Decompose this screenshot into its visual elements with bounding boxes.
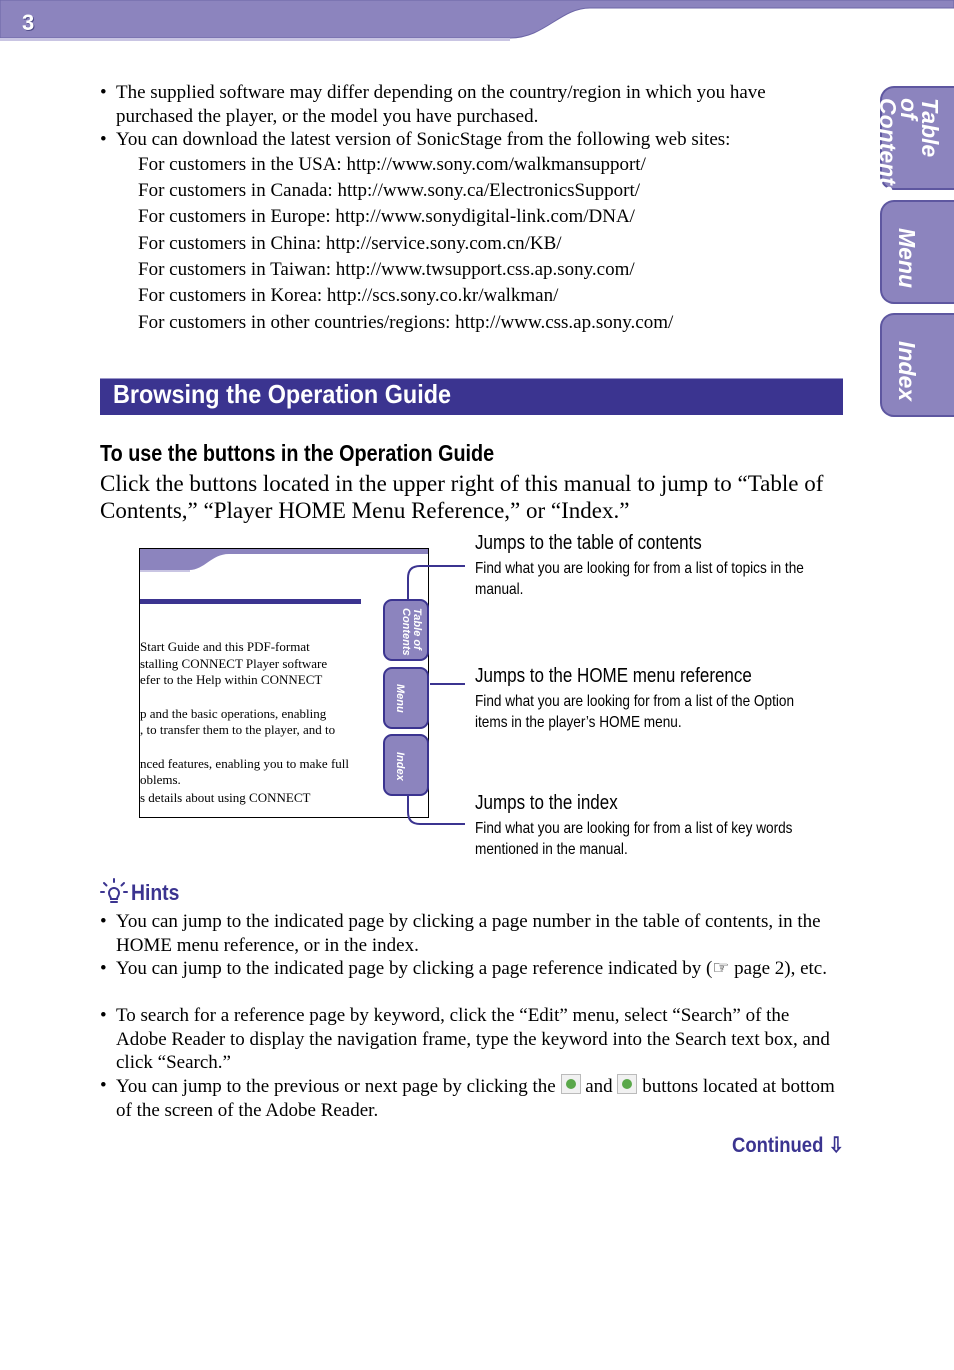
hint-text-part: and (585, 1076, 613, 1097)
tab-index-label: Index (894, 341, 920, 402)
tab-table-of-contents[interactable] (875, 86, 954, 198)
site-europe[interactable]: For customers in Europe: http://www.sonydigital-link.com/DNA/ (138, 206, 635, 227)
bullet-dot: • (100, 129, 107, 150)
bullet-dot: • (100, 1075, 107, 1096)
bullet-dot: • (100, 82, 107, 103)
hint-item (100, 957, 840, 981)
bullet-dot: • (100, 911, 107, 932)
mini-tab-index-label: Index (394, 752, 406, 781)
page-number: 3 (22, 10, 35, 35)
hints-label: Hints (131, 880, 180, 905)
hint-text (116, 1074, 840, 1122)
illustration-line: p and the basic operations, enabling (140, 706, 327, 721)
tab-menu[interactable] (880, 200, 954, 304)
illustration-line: nced features, enabling you to make full (140, 756, 350, 771)
site-china[interactable]: For customers in China: http://service.sony.com.cn/KB/ (138, 233, 562, 254)
note-text: The supplied software may differ depending on the country/region in which you have purchased the player, or the model you have purchased. (116, 82, 766, 127)
mini-tab-menu-label: Menu (394, 684, 406, 713)
bullet-dot: • (100, 958, 107, 979)
callout-connectors (400, 560, 470, 830)
hint-text-part: buttons located at bottom of the screen of the Adobe Reader. (116, 1076, 835, 1121)
hint-item (100, 1074, 840, 1122)
site-taiwan[interactable]: For customers in Taiwan: http://www.twsupport.css.ap.sony.com/ (138, 259, 635, 280)
tab-table-of-contents-label: Table of Contents (875, 98, 943, 198)
hint-text: You can jump to the indicated page by clicking a page reference indicated by (☞ page 2), etc. (116, 958, 827, 979)
callout-menu-title: Jumps to the HOME menu reference (475, 665, 752, 687)
section-title: Browsing the Operation Guide (113, 379, 452, 409)
hint-item (100, 1004, 840, 1075)
header-bar (0, 0, 954, 42)
bullet-dot: • (100, 1005, 107, 1026)
tab-menu-label: Menu (894, 228, 920, 289)
lightbulb-icon (100, 877, 128, 905)
note-download (100, 128, 840, 152)
illustration-line: Start Guide and this PDF-format (140, 639, 310, 654)
intro-text: Click the buttons located in the upper right of this manual to jump to “Table of Contents,” “Player HOME Menu Reference,” or “Index.” (100, 471, 824, 523)
callout-index-title: Jumps to the index (475, 792, 618, 814)
illustration-line: , to transfer them to the player, and to (140, 722, 336, 737)
site-usa[interactable]: For customers in the USA: http://www.sony.com/walkmansupport/ (138, 154, 646, 175)
site-other[interactable]: For customers in other countries/regions: http://www.css.ap.sony.com/ (138, 312, 674, 333)
continued-link[interactable]: Continued ⇩ (732, 1134, 844, 1157)
illustration-line: oblems. (140, 772, 181, 787)
previous-page-icon (561, 1074, 581, 1094)
illustration-line: s details about using CONNECT (140, 790, 311, 805)
site-canada[interactable]: For customers in Canada: http://www.sony.ca/ElectronicsSupport/ (138, 180, 641, 201)
illustration-line: efer to the Help within CONNECT (140, 672, 323, 687)
illustration-line: stalling CONNECT Player software (140, 656, 328, 671)
hint-text: You can jump to the indicated page by clicking a page number in the table of contents, in the HOME menu reference, or in the index. (116, 911, 821, 956)
next-page-icon (617, 1074, 637, 1094)
site-korea[interactable]: For customers in Korea: http://scs.sony.co.kr/walkman/ (138, 285, 559, 306)
subsection-title: To use the buttons in the Operation Guide (100, 440, 495, 466)
note-software (100, 81, 840, 128)
tab-index[interactable] (880, 313, 954, 417)
hint-item (100, 910, 840, 957)
callout-index-desc: Find what you are looking for from a list of key words mentioned in the manual. (475, 820, 793, 858)
callout-toc-desc: Find what you are looking for from a list of topics in the manual. (475, 560, 804, 598)
hint-text: To search for a reference page by keyword, click the “Edit” menu, select “Search” of the Adobe Reader to display the navigation frame, type the keyword into the Search text box, and click “Search.” (116, 1005, 830, 1073)
callout-toc-title: Jumps to the table of contents (475, 532, 702, 554)
hint-text-part: You can jump to the previous or next page by clicking the (116, 1076, 556, 1097)
note-text: You can download the latest version of SonicStage from the following web sites: (116, 129, 731, 150)
mini-tab-toc-label: Table of Contents (400, 608, 423, 656)
callout-menu-desc: Find what you are looking for from a list of the Option items in the player’s HOME menu. (475, 693, 795, 731)
